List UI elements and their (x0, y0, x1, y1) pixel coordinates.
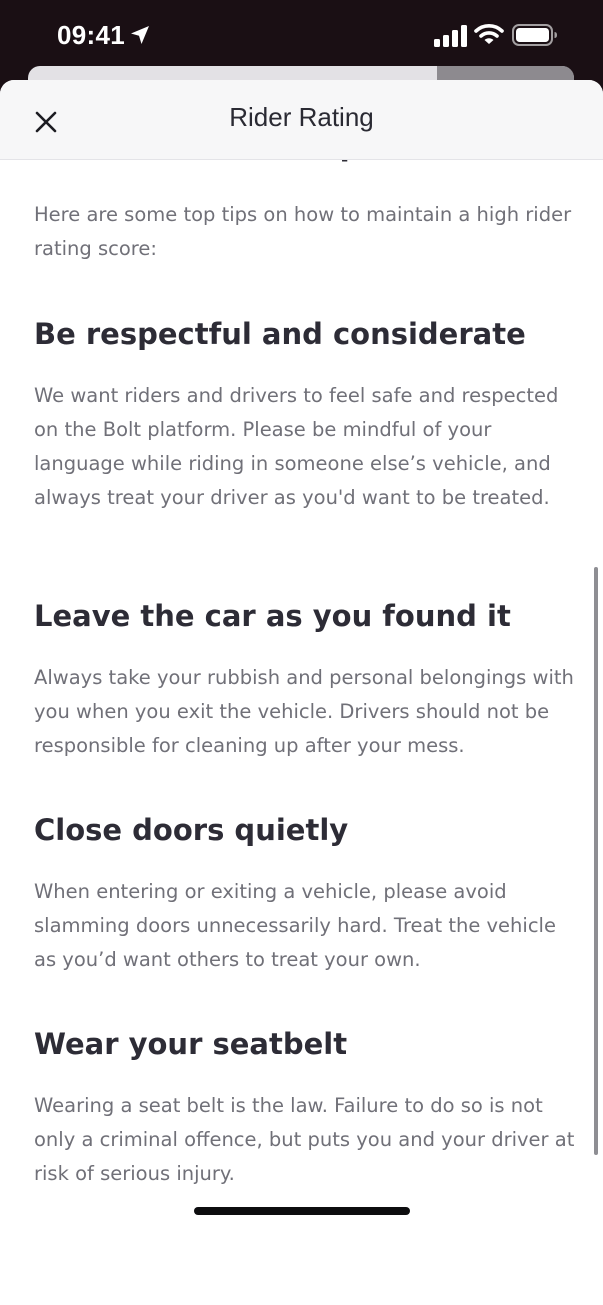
section-body-seatbelt: Wearing a seat belt is the law. Failure to do so is not only a criminal offence, but puts you and your driver at risk of serious injury. (34, 1094, 575, 1185)
section-heading-respect: Be respectful and considerate (34, 317, 526, 351)
wifi-icon (474, 22, 504, 46)
home-indicator[interactable] (194, 1207, 410, 1215)
battery-icon (512, 23, 558, 47)
section-heading-doors: Close doors quietly (34, 813, 349, 847)
cellular-signal-icon (433, 25, 467, 47)
section-heading-seatbelt: Wear your seatbelt (34, 1027, 348, 1061)
section-heading-car: Leave the car as you found it (34, 599, 511, 633)
rider-rating-sheet[interactable] (0, 80, 603, 1305)
page-title: Rider Rating (229, 102, 374, 132)
scrollbar[interactable] (594, 567, 598, 1155)
status-time: 09:41 (57, 20, 125, 50)
sheet-header (0, 80, 603, 160)
section-body-respect: We want riders and drivers to feel safe and respected on the Bolt platform. Please be mindful of your language while riding in someone else’s vehicle, and always treat your driver as you'd want to be treated. (34, 384, 559, 509)
status-bar (0, 0, 603, 70)
section-body-car: Always take your rubbish and personal belongings with you when you exit the vehicle. Drivers should not be responsible for cleaning up after your mess. (34, 666, 574, 757)
location-arrow-icon (128, 23, 152, 47)
intro-text: Here are some top tips on how to maintain a high rider rating score: (34, 203, 572, 260)
section-body-doors: When entering or exiting a vehicle, please avoid slamming doors unnecessarily hard. Treat the vehicle as you’d want others to treat your own. (34, 880, 556, 971)
